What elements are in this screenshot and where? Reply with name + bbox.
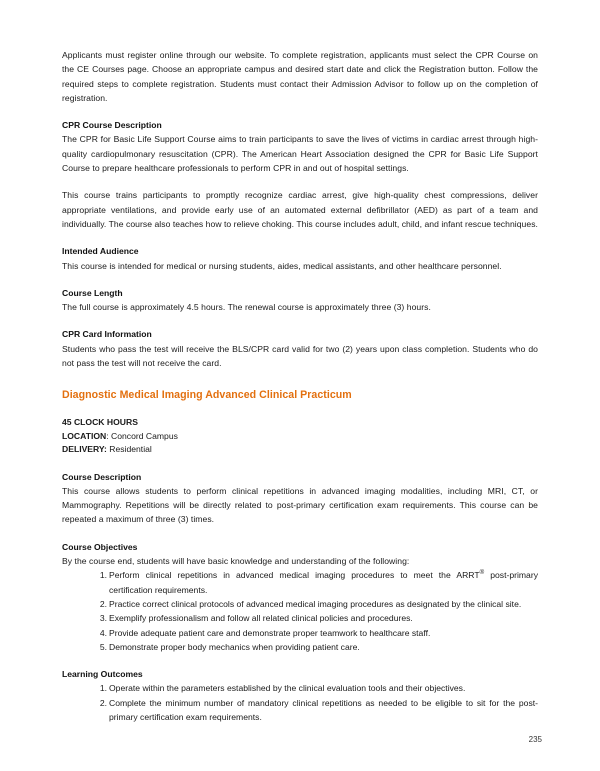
list-item-number: 5. (99, 641, 107, 652)
spacer (62, 654, 538, 667)
location-value: : Concord Campus (106, 430, 178, 441)
list-item (62, 640, 538, 654)
spacer (62, 105, 538, 118)
location-line (62, 430, 538, 443)
spacer (62, 457, 538, 470)
list-item-text: Provide adequate patient care and demonstrate proper teamwork to healthcare staff. (109, 627, 431, 638)
registration-paragraph: Applicants must register online through our website. To complete registration, applicants must select the CPR Course on the CE Courses page. Choose an appropriate campus and desired start date and click the Registration button. Follow the required steps to complete registration. Students must contact their Admission Advisor to follow up on the completion of registration. (62, 50, 538, 103)
spacer (62, 403, 538, 416)
spacer (62, 527, 538, 540)
spacer (62, 175, 538, 188)
spacer (62, 273, 538, 286)
list-item-text: Complete the minimum number of mandatory clinical repetitions as needed to be eligible to sit for the post-primary certification exam requirements. (109, 697, 538, 723)
course-objectives-heading: Course Objectives (62, 541, 138, 552)
location-label: LOCATION (62, 430, 107, 441)
delivery-line (62, 443, 538, 456)
list-item (62, 611, 538, 625)
list-item-number: 1. (99, 570, 107, 581)
page-number: 235 (528, 735, 542, 744)
list-item (62, 696, 538, 725)
intended-audience-paragraph: This course is intended for medical or nursing students, aides, medical assistants, and other healthcare personnel. (62, 260, 502, 271)
spacer (62, 370, 538, 388)
spacer (62, 231, 538, 244)
list-item-number: 1. (99, 683, 107, 694)
delivery-value: Residential (106, 444, 152, 455)
list-item-text: Operate within the parameters established by the clinical evaluation tools and their objectives. (109, 683, 466, 694)
list-item-number: 2. (99, 598, 107, 609)
intended-audience-heading: Intended Audience (62, 246, 139, 257)
course-length-heading: Course Length (62, 287, 123, 298)
learning-outcomes-heading: Learning Outcomes (62, 669, 143, 680)
list-item-text: Perform clinical repetitions in advanced medical imaging procedures to meet the ARRT® post-primary certification requirements. (109, 569, 538, 595)
page-title: Diagnostic Medical Imaging Advanced Clinical Practicum (62, 389, 352, 402)
practicum-course-description-heading: Course Description (62, 471, 142, 482)
list-item-text: Demonstrate proper body mechanics when providing patient care. (109, 641, 360, 652)
list-item-text: Exemplify professionalism and follow all related clinical policies and procedures. (109, 613, 413, 624)
clock-hours-value: 45 CLOCK HOURS (62, 417, 138, 428)
page-content (62, 48, 538, 724)
learning-outcomes-list (62, 681, 538, 724)
list-item (62, 597, 538, 611)
registered-trademark-icon: ® (479, 569, 485, 577)
list-item-text: Practice correct clinical protocols of advanced medical imaging procedures as designated by the clinical site. (109, 598, 522, 609)
course-objectives-intro: By the course end, students will have basic knowledge and understanding of the following: (62, 556, 410, 567)
course-length-paragraph: The full course is approximately 4.5 hours. The renewal course is approximately three (3) hours. (62, 302, 431, 313)
list-item (62, 568, 538, 597)
delivery-label: DELIVERY: (62, 444, 107, 455)
course-meta-block (62, 416, 538, 456)
cpr-course-description-paragraph-1: The CPR for Basic Life Support Course aims to train participants to save the lives of victims in cardiac arrest through high-quality cardiopulmonary resuscitation (CPR). The American Heart Association designed the CPR for Basic Life Support Course to prepare healthcare professionals to perform CPR in and out of hospital settings. (62, 134, 538, 174)
spacer (62, 314, 538, 327)
list-item (62, 681, 538, 695)
list-item-number: 4. (99, 627, 107, 638)
list-item-number: 2. (99, 697, 107, 708)
practicum-course-description-paragraph: This course allows students to perform clinical repetitions in advanced imaging modalities, including MRI, CT, or Mammography. Repetitions will be directly related to post-primary certification exam requirements. This course can be repeated a maximum of three (3) times. (62, 485, 538, 525)
cpr-card-information-paragraph: Students who pass the test will receive the BLS/CPR card valid for two (2) years upon class completion. Students who do not pass the test will not receive the card. (62, 343, 538, 369)
list-item-number: 3. (99, 613, 107, 624)
course-objectives-list (62, 568, 538, 654)
cpr-card-information-heading: CPR Card Information (62, 329, 152, 340)
list-item (62, 626, 538, 640)
clock-hours-line (62, 416, 538, 429)
cpr-course-description-heading: CPR Course Description (62, 120, 162, 131)
cpr-course-description-paragraph-2: This course trains participants to promptly recognize cardiac arrest, give high-quality chest compressions, deliver appropriate ventilations, and provide early use of an automated external defibrillator (AED) as part of a team and individually. The course also teaches how to relieve choking. This course includes adult, child, and infant rescue techniques. (62, 190, 538, 229)
